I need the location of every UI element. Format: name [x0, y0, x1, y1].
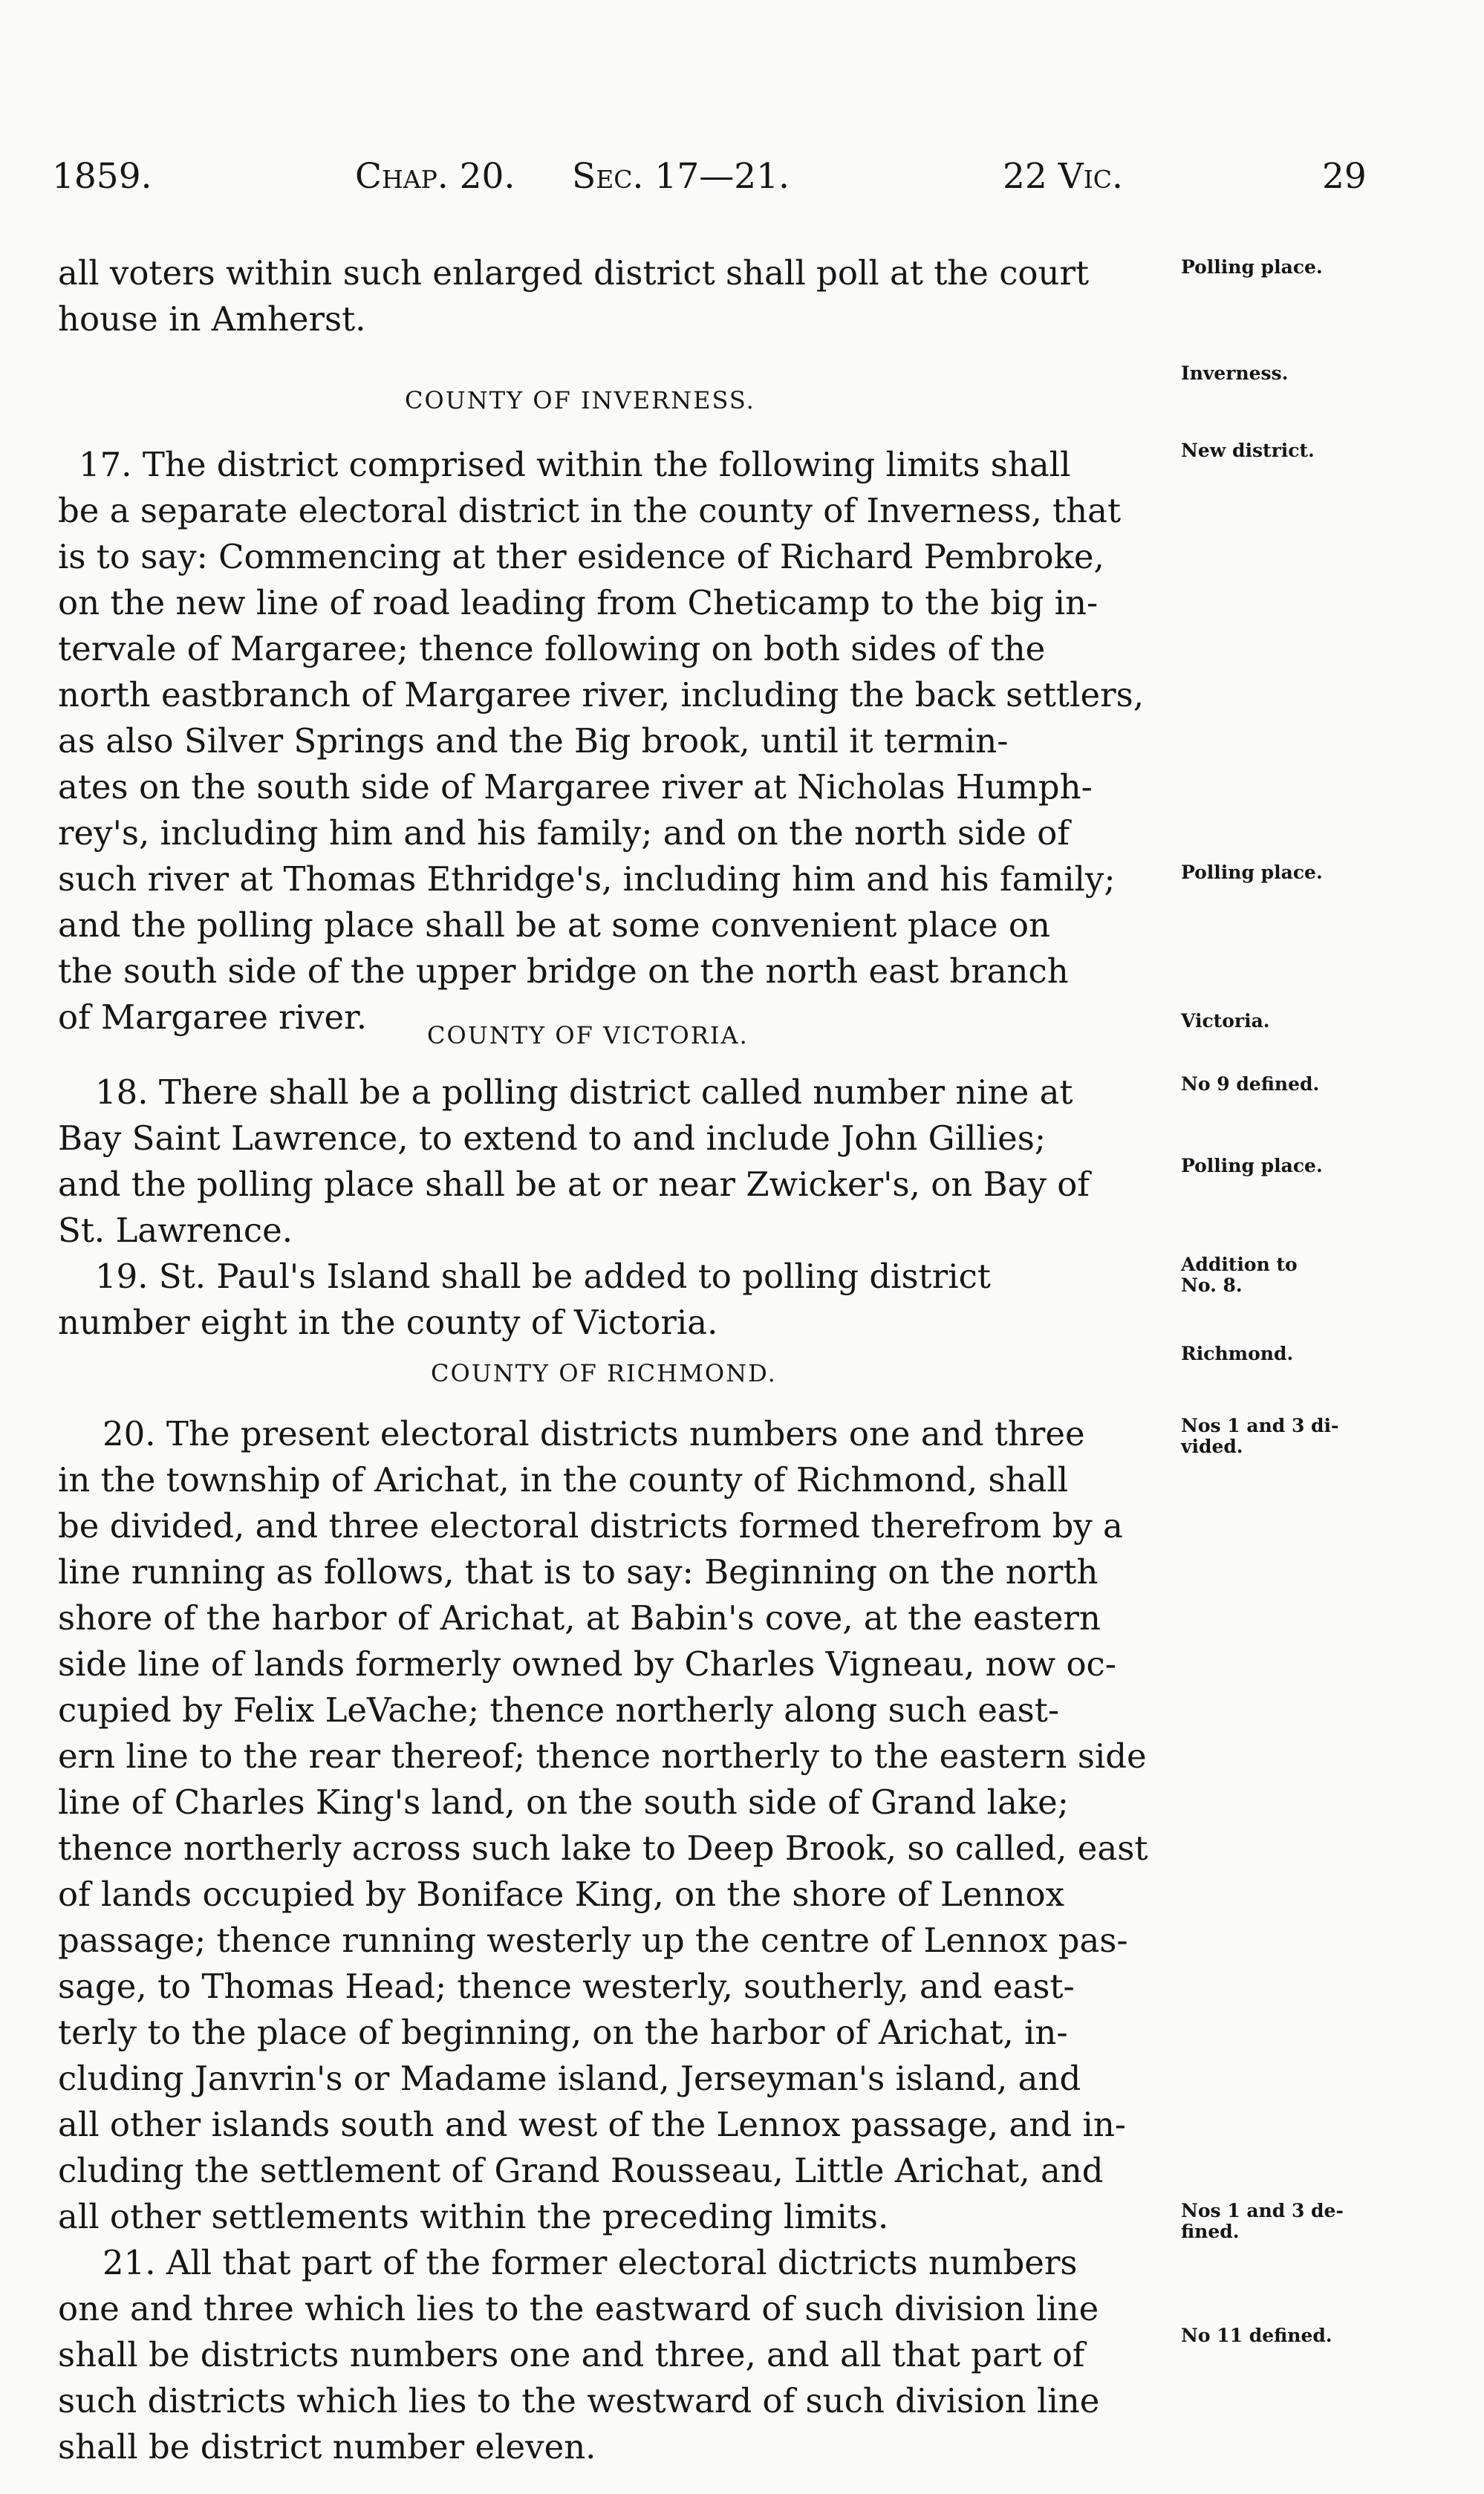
margin-note-inverness: Inverness. — [1181, 362, 1289, 384]
text-line: all other settlements within the preceding limits. — [58, 2197, 889, 2236]
text-line: shall be districts numbers one and three, and all that part of — [58, 2335, 1085, 2374]
margin-note-victoria: Victoria. — [1181, 1010, 1270, 1032]
text-line: line of Charles King's land, on the south side of Grand lake; — [58, 1782, 1069, 1822]
text-line: all voters within such enlarged district shall poll at the court — [58, 253, 1090, 293]
page-number: 29 — [1322, 156, 1367, 197]
margin-note-no-11-defined: No 11 defined. — [1181, 2325, 1332, 2346]
section-17-paragraph — [58, 442, 1144, 1041]
text-line: house in Amherst. — [58, 299, 366, 339]
text-line: of lands occupied by Boniface King, on the shore of Lennox — [58, 1875, 1064, 1914]
text-line: 18. There shall be a polling district called number nine at — [95, 1072, 1073, 1112]
text-line: passage; thence running westerly up the centre of Lennox pas- — [58, 1921, 1128, 1960]
text-line: one and three which lies to the eastward of such division line — [58, 2289, 1099, 2328]
text-line: side line of lands formerly owned by Charles Vigneau, now oc- — [58, 1644, 1116, 1684]
text-line: shall be district number eleven. — [58, 2427, 596, 2467]
margin-note-polling-place: Polling place. — [1181, 256, 1323, 278]
text-line: the south side of the upper bridge on the north east branch — [58, 951, 1069, 991]
margin-note-addition-to: Addition to — [1181, 1254, 1298, 1275]
sections-20-21-paragraph — [58, 1411, 1148, 2470]
header-regnal-year: 22 Vic. — [1003, 156, 1123, 197]
section-heading-inverness: COUNTY OF INVERNESS. — [405, 386, 755, 414]
margin-note-nos-1-and-3-defined-cont: fined. — [1181, 2221, 1240, 2242]
text-line: 19. St. Paul's Island shall be added to polling district — [95, 1257, 991, 1296]
text-line: of Margaree river. — [58, 997, 368, 1037]
section-heading-victoria: COUNTY OF VICTORIA. — [427, 1021, 749, 1049]
text-line: and the polling place shall be at or near Zwicker's, on Bay of — [58, 1165, 1090, 1204]
margin-note-richmond: Richmond. — [1181, 1343, 1294, 1364]
header-year: 1859. — [52, 156, 152, 197]
text-line: tervale of Margaree; thence following on both sides of the — [58, 629, 1046, 668]
margin-note-polling-place: Polling place. — [1181, 862, 1323, 883]
section-heading-richmond: COUNTY OF RICHMOND. — [431, 1359, 777, 1387]
text-line: St. Lawrence. — [58, 1211, 293, 1250]
text-line: 17. The district comprised within the following limits shall — [79, 445, 1071, 484]
margin-note-nos-1-and-3-divided-cont: vided. — [1181, 1436, 1243, 1457]
sections-18-19-paragraph — [58, 1069, 1090, 1346]
margin-note-no-9-defined: No 9 defined. — [1181, 1073, 1320, 1095]
continuation-paragraph — [58, 250, 1089, 342]
text-line: and the polling place shall be at some convenient place on — [58, 905, 1050, 945]
header-chapter: Chap. 20. — [355, 156, 515, 197]
text-line: is to say: Commencing at ther esidence of Richard Pembroke, — [58, 537, 1104, 576]
margin-note-no-8: No. 8. — [1181, 1274, 1243, 1296]
text-line: shore of the harbor of Arichat, at Babin's cove, at the eastern — [58, 1598, 1101, 1638]
text-line: all other islands south and west of the Lennox passage, and in- — [58, 2105, 1127, 2144]
text-line: in the township of Arichat, in the county of Richmond, shall — [58, 1460, 1069, 1500]
margin-note-nos-1-and-3-divided: Nos 1 and 3 di- — [1181, 1415, 1339, 1436]
text-line: sage, to Thomas Head; thence westerly, southerly, and east- — [58, 1967, 1075, 2006]
text-line: on the new line of road leading from Cheticamp to the big in- — [58, 583, 1099, 622]
text-line: ates on the south side of Margaree river at Nicholas Humph- — [58, 767, 1093, 807]
text-line: as also Silver Springs and the Big brook, until it termin- — [58, 721, 1009, 761]
text-line: line running as follows, that is to say: Beginning on the north — [58, 1552, 1099, 1592]
text-line: rey's, including him and his family; and on the north side of — [58, 813, 1070, 853]
text-line: such river at Thomas Ethridge's, including him and his family; — [58, 859, 1116, 899]
text-line: 20. The present electoral districts numbers one and three — [102, 1414, 1085, 1453]
text-line: 21. All that part of the former electoral dictricts numbers — [102, 2243, 1078, 2282]
margin-note-nos-1-and-3-defined: Nos 1 and 3 de- — [1181, 2200, 1344, 2221]
text-line: ern line to the rear thereof; thence northerly to the eastern side — [58, 1736, 1147, 1776]
text-line: Bay Saint Lawrence, to extend to and include John Gillies; — [58, 1119, 1047, 1158]
text-line: cupied by Felix LeVache; thence northerly along such east- — [58, 1690, 1060, 1730]
text-line: thence northerly across such lake to Deep Brook, so called, east — [58, 1829, 1148, 1868]
text-line: cluding Janvrin's or Madame island, Jerseyman's island, and — [58, 2059, 1081, 2098]
text-line: number eight in the county of Victoria. — [58, 1303, 718, 1342]
text-line: cluding the settlement of Grand Rousseau, Little Arichat, and — [58, 2151, 1104, 2190]
text-line: north eastbranch of Margaree river, including the back settlers, — [58, 675, 1144, 714]
text-line: such districts which lies to the westward of such division line — [58, 2381, 1100, 2420]
text-line: terly to the place of beginning, on the harbor of Arichat, in- — [58, 2013, 1068, 2052]
text-line: be divided, and three electoral districts formed therefrom by a — [58, 1506, 1123, 1546]
margin-note-new-district: New district. — [1181, 440, 1315, 461]
margin-note-polling-place: Polling place. — [1181, 1155, 1323, 1176]
header-section: Sec. 17—21. — [572, 156, 790, 197]
text-line: be a separate electoral district in the county of Inverness, that — [58, 491, 1122, 530]
